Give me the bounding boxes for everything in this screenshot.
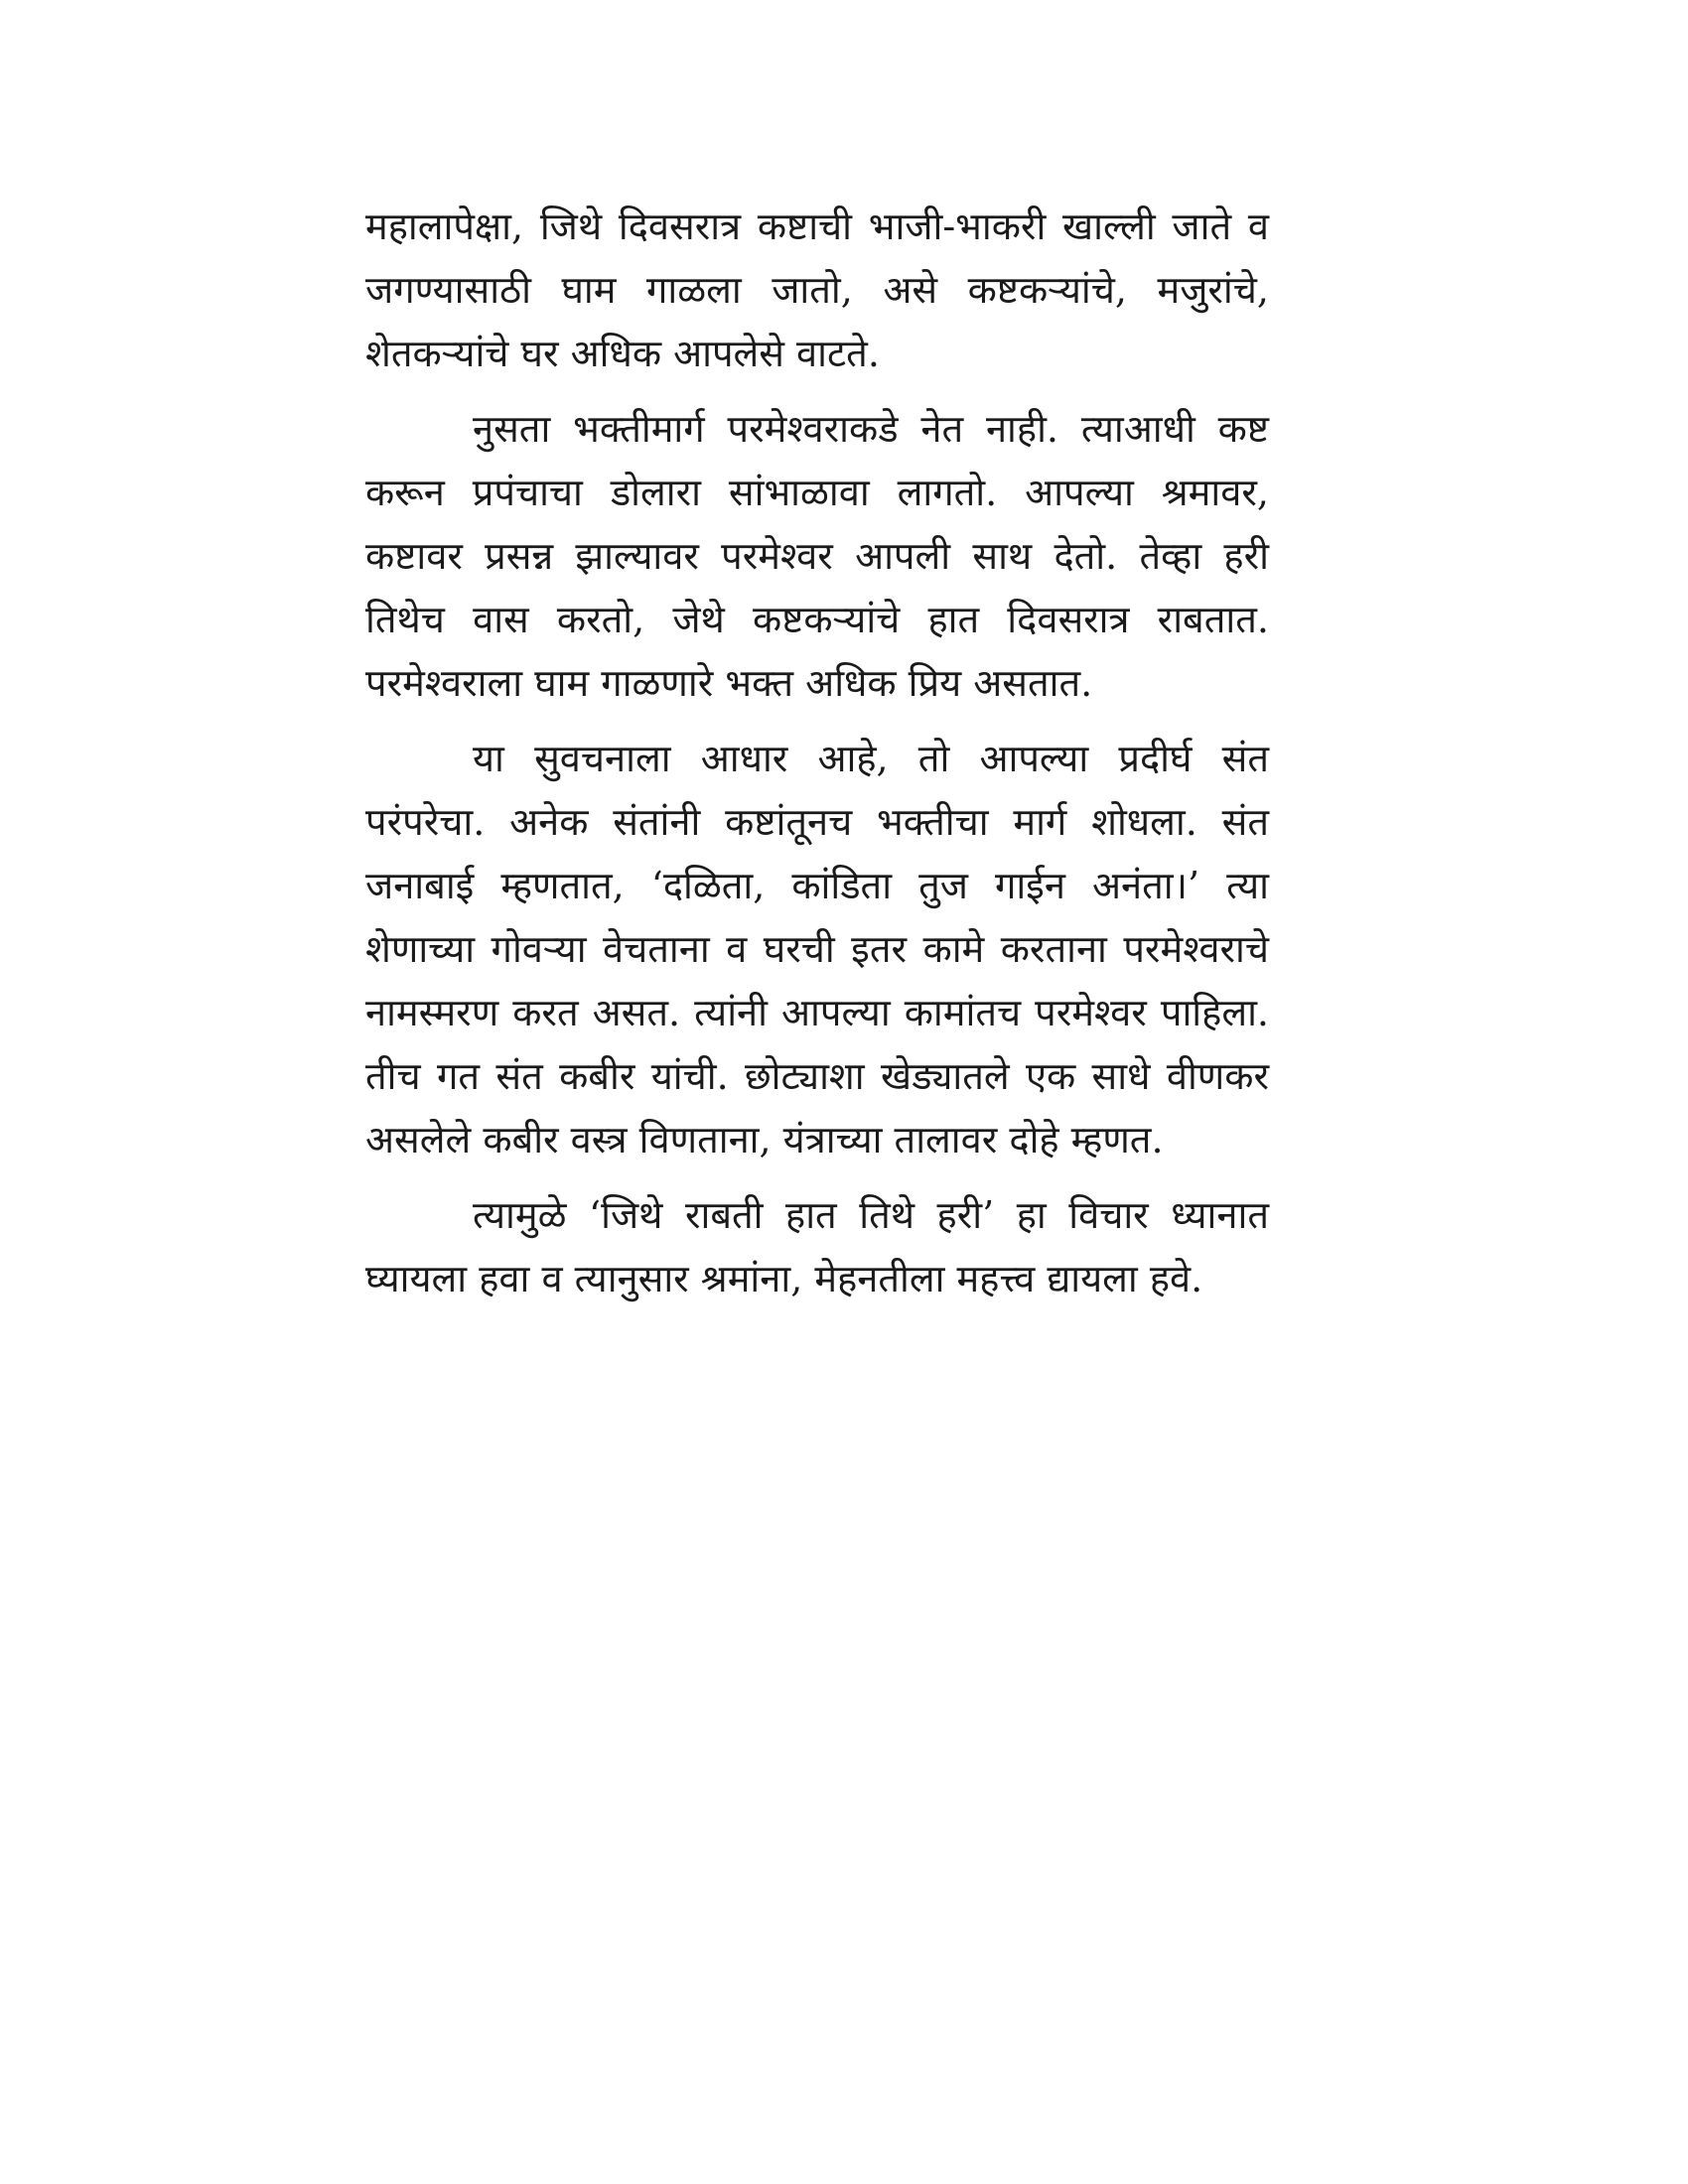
- body-text: [365, 195, 1269, 1322]
- paragraph-4: त्यामुळे ‘जिथे राबती हात तिथे हरी’ हा विचार ध्यानात घ्यायला हवा व त्यानुसार श्रमांना, मेहनतीला महत्त्व द्यायला हवे.: [365, 1193, 1269, 1300]
- paragraph-1: महालापेक्षा, जिथे दिवसरात्र कष्टाची भाजी-भाकरी खाल्ली जाते व जगण्यासाठी घाम गाळला जातो, असे कष्टकऱ्यांचे, मजुरांचे, शेतकऱ्यांचे घर अधिक आपलेसे वाटते.: [365, 205, 1269, 375]
- paragraph-3: या सुवचनाला आधार आहे, तो आपल्या प्रदीर्घ संत परंपरेचा. अनेक संतांनी कष्टांतूनच भक्तीचा मार्ग शोधला. संत जनाबाई म्हणतात, ‘दळिता, कांडिता तुज गाईन अनंता।’ त्या शेणाच्या गोवऱ्या वेचताना व घरची इतर कामे करताना परमेश्वराचे नामस्मरण करत असत. त्यांनी आपल्या कामांतच परमेश्वर पाहिला. तीच गत संत कबीर यांची. छोट्याशा खेड्यातले एक साधे वीणकर असलेले कबीर वस्त्र विणताना, यंत्राच्या तालावर दोहे म्हणत.: [365, 737, 1269, 1161]
- paragraph-2: नुसता भक्तीमार्ग परमेश्वराकडे नेत नाही. त्याआधी कष्ट करून प्रपंचाचा डोलारा सांभाळावा लागतो. आपल्या श्रमावर, कष्टावर प्रसन्न झाल्यावर परमेश्वर आपली साथ देतो. तेव्हा हरी तिथेच वास करतो, जेथे कष्टकऱ्यांचे हात दिवसरात्र राबतात. परमेश्वराला घाम गाळणारे भक्त अधिक प्रिय असतात.: [365, 407, 1269, 705]
